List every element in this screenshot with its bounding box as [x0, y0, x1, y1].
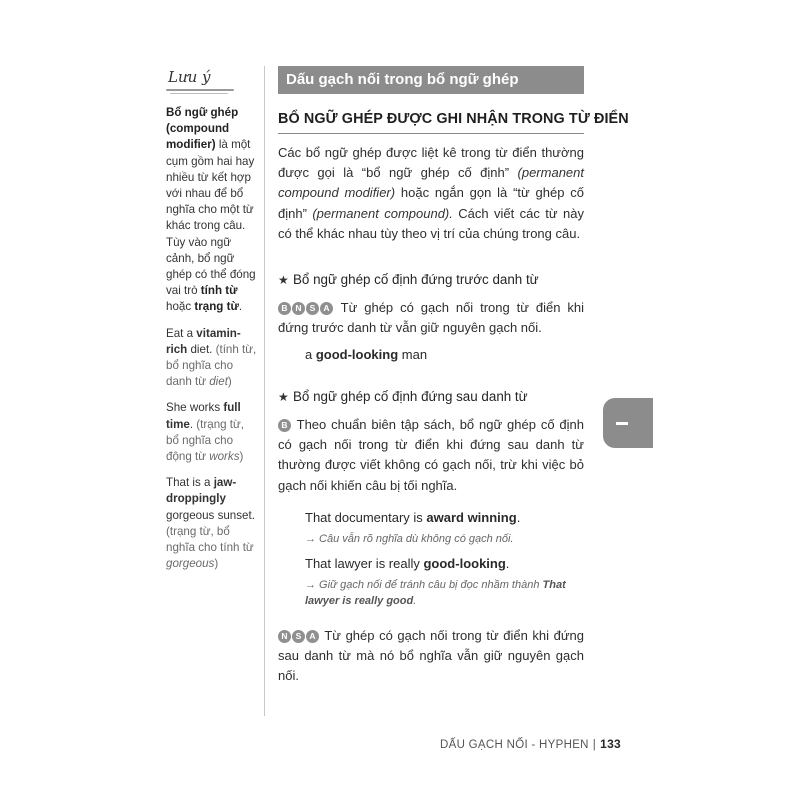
example-term: award winning: [426, 510, 517, 525]
example-term: vitamin-rich: [166, 326, 241, 356]
example-note-end: ): [239, 450, 244, 464]
note-body: [166, 105, 258, 316]
section-title: BỔ NGỮ GHÉP ĐƯỢC GHI NHẬN TRONG TỪ ĐIỂN: [278, 111, 629, 127]
example-term: jaw-droppingly: [166, 476, 237, 506]
badge-n-icon: N: [278, 630, 291, 643]
note-end: .: [413, 595, 417, 607]
example-note-end: ): [214, 557, 219, 571]
example-term: good-looking: [315, 347, 399, 362]
rule-text: Từ ghép có gạch nối trong từ điển khi đứng sau danh từ mà nó bổ nghĩa vẫn giữ nguyên gạch nối.: [278, 628, 584, 684]
example-text: That is a: [166, 476, 214, 490]
badge-s-icon: S: [306, 302, 319, 315]
intro-text: Các bổ ngữ ghép được liệt kê trong từ điển thường được gọi là “bổ ngữ ghép cố định”: [278, 145, 584, 181]
footer-separator: |: [592, 739, 597, 751]
note-text: → Giữ gạch nối để tránh câu bị đọc nhầm thành: [305, 579, 543, 591]
note-text-3: .: [238, 300, 243, 314]
badge-b-icon: B: [278, 419, 291, 432]
subheading-after-noun: [278, 389, 528, 404]
note-text-2: hoặc: [166, 300, 195, 314]
example-note: (trạng từ, bổ nghĩa cho động từ: [166, 417, 245, 464]
footer-chapter: DẤU GẠCH NỐI - HYPHEN: [440, 739, 589, 751]
example-text: She works: [166, 401, 224, 415]
badge-a-icon: A: [306, 630, 319, 643]
page-footer: [440, 737, 621, 751]
page-number: 133: [600, 737, 622, 751]
example-text: That documentary is: [305, 510, 427, 525]
example-award-winning: [305, 510, 520, 525]
badge-a-icon: A: [320, 302, 333, 315]
note-underline-2: [170, 93, 228, 94]
badge-b-icon: B: [278, 302, 291, 315]
note-term: That lawyer is really good: [305, 579, 566, 607]
example-text: .: [505, 556, 510, 571]
intro-text: Cách viết các từ này có thể khác nhau tùy theo vị trí của chúng trong câu.: [278, 205, 584, 241]
header-title: Dấu gạch nối trong bổ ngữ ghép: [286, 71, 519, 88]
example-note-1: → Câu vẫn rõ nghĩa dù không có gạch nối.: [305, 533, 514, 545]
intro-paragraph: [278, 143, 584, 244]
dash-icon: [616, 422, 628, 425]
example-note-word: works: [209, 450, 240, 464]
chapter-tab: [603, 398, 653, 448]
intro-term: (permanent compound modifier): [278, 165, 584, 201]
section-header-bar: [278, 66, 584, 94]
example-note-2: [305, 577, 585, 609]
sidebar-note: [166, 68, 258, 572]
note-example: [166, 475, 258, 572]
example-term: good-looking: [423, 556, 506, 571]
subheading-text: Bổ ngữ ghép cố định đứng sau danh từ: [293, 389, 528, 404]
example-good-looking-man: [305, 347, 427, 362]
example-text: .: [516, 510, 521, 525]
rule-paragraph-2: [278, 415, 584, 496]
section-rule: [278, 133, 584, 134]
star-icon: ★: [278, 273, 289, 287]
note-underline: [166, 89, 234, 91]
example-text: gorgeous sunset.: [166, 508, 255, 522]
note-term: Bổ ngữ ghép (compound modifier): [166, 106, 239, 152]
rule-paragraph-3: [278, 626, 584, 687]
example-note-end: ): [227, 375, 232, 389]
example-text: That lawyer is really: [305, 556, 424, 571]
example-text: diet.: [187, 342, 213, 356]
note-text: là một cụm gồm hai hay nhiều từ kết hợp với nhau để bổ nghĩa cho một từ khác trong câu. Tùy vào ngữ cảnh, bổ ngữ ghép có thể đóng vai trò: [166, 138, 256, 298]
note-example: [166, 400, 258, 465]
intro-term: (permanent compound).: [312, 205, 453, 221]
rule-text: Theo chuẩn biên tập sách, bổ ngữ ghép cố định có gạch nối trong từ điển khi đứng sau danh từ thường được viết không có gạch nối, trừ khi việc bỏ gạch nối khiến câu bị tối nghĩa.: [278, 417, 584, 493]
rule-paragraph-1: [278, 298, 584, 338]
note-title: Lưu ý: [168, 68, 211, 86]
example-text: man: [398, 347, 428, 362]
intro-text: hoặc ngắn gọn là “từ ghép cố định”: [278, 185, 584, 221]
note-term-adv: trạng từ: [194, 300, 239, 314]
example-note-word: diet: [209, 375, 228, 389]
example-text: .: [189, 417, 194, 431]
column-divider: [264, 66, 265, 716]
note-term-adj: tính từ: [200, 284, 238, 298]
rule-text: Từ ghép có gạch nối trong từ điển khi đứng trước danh từ vẫn giữ nguyên gạch nối.: [278, 300, 584, 336]
example-term: full time: [166, 401, 241, 431]
example-text: Eat a: [166, 326, 197, 340]
subheading-text: Bổ ngữ ghép cố định đứng trước danh từ: [293, 272, 539, 287]
note-example: [166, 326, 258, 391]
example-text: a: [305, 347, 316, 362]
badge-n-icon: N: [292, 302, 305, 315]
subheading-before-noun: [278, 272, 539, 287]
example-note: (trạng từ, bổ nghĩa cho tính từ: [166, 524, 254, 555]
example-note-word: gorgeous: [166, 557, 215, 571]
example-note: (tính từ, bổ nghĩa cho danh từ: [166, 342, 257, 389]
badge-s-icon: S: [292, 630, 305, 643]
star-icon: ★: [278, 390, 289, 404]
example-good-looking: [305, 556, 509, 571]
